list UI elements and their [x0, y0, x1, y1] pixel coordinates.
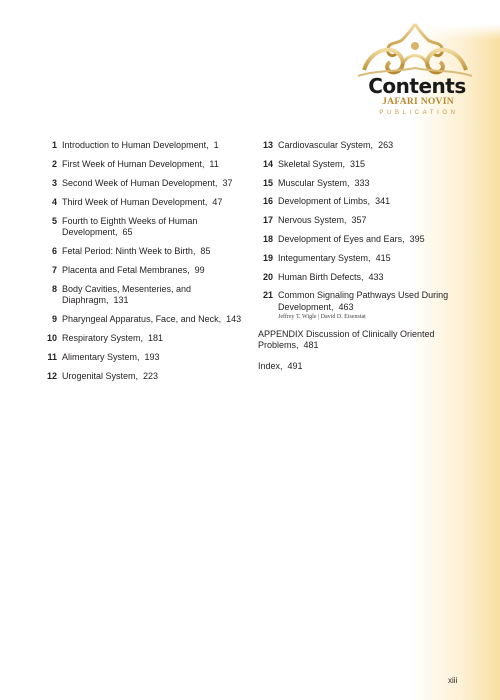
chapter-page: 11 [209, 158, 219, 169]
index-page: 491 [287, 360, 303, 371]
toc-appendix-entry[interactable] [258, 329, 478, 352]
chapter-number: 10 [46, 333, 57, 344]
chapter-title: Human Birth Defects, [278, 271, 364, 282]
chapter-page: 315 [350, 158, 366, 169]
toc-entry[interactable] [258, 178, 478, 190]
chapter-page: 193 [144, 351, 160, 362]
chapter-page: 463 [338, 301, 354, 312]
chapter-number: 5 [51, 215, 57, 226]
toc-entry[interactable] [42, 371, 252, 383]
chapter-page: 181 [148, 333, 164, 344]
chapter-title: Introduction to Human Development, [62, 140, 209, 150]
appendix-page: 481 [303, 340, 319, 351]
chapter-number: 17 [262, 215, 273, 226]
toc-entry[interactable] [42, 197, 252, 209]
chapter-page: 37 [222, 177, 233, 188]
chapter-page: 433 [368, 271, 384, 282]
chapter-title: Nervous System, [278, 215, 347, 226]
toc-right-column [258, 140, 478, 381]
toc-entry[interactable] [258, 272, 478, 284]
chapter-title: Alimentary System, [62, 351, 140, 362]
toc-entry[interactable] [258, 140, 478, 152]
chapter-number: 1 [51, 140, 57, 150]
chapter-number: 21 [262, 290, 273, 301]
chapter-title: Urogenital System, [62, 370, 139, 381]
index-title: Index, [258, 360, 283, 371]
toc-left-column [42, 140, 252, 390]
toc-entry[interactable] [42, 314, 252, 326]
toc-entry[interactable] [42, 159, 252, 171]
toc-entry[interactable] [258, 290, 478, 321]
chapter-title: Body Cavities, Mesenteries, and Diaphragm, [62, 283, 192, 306]
chapter-title: Integumentary System, [278, 252, 371, 263]
chapter-number: 4 [51, 196, 57, 207]
toc-entry[interactable] [42, 246, 252, 258]
chapter-number: 9 [51, 314, 57, 325]
chapter-page: 85 [200, 245, 211, 256]
chapter-title: Third Week of Human Development, [62, 196, 208, 207]
toc-entry[interactable] [258, 234, 478, 246]
toc-entry[interactable] [42, 352, 252, 364]
chapter-page: 333 [354, 177, 370, 188]
chapter-number: 18 [262, 233, 273, 244]
toc-entry[interactable] [42, 178, 252, 190]
chapter-number: 7 [51, 264, 57, 275]
chapter-page: 395 [409, 233, 425, 244]
chapter-page: 99 [194, 264, 205, 275]
chapter-number: 12 [46, 370, 57, 381]
chapter-page: 415 [375, 252, 391, 263]
chapter-title: Development of Eyes and Ears, [278, 233, 405, 244]
chapter-page: 47 [212, 196, 223, 207]
toc-entry[interactable] [258, 196, 478, 208]
chapter-title: Cardiovascular System, [278, 140, 374, 150]
publisher-name: JAFARI NOVIN [382, 97, 454, 107]
contents-title: Contents [368, 74, 466, 98]
chapter-page: 357 [351, 215, 367, 226]
chapter-title: Respiratory System, [62, 333, 144, 344]
chapter-number: 15 [262, 177, 273, 188]
chapter-number: 14 [262, 158, 273, 169]
publisher-subtitle: PUBLICATION [379, 110, 459, 116]
chapter-number: 3 [51, 177, 57, 188]
chapter-page: 143 [226, 314, 242, 325]
toc-entry[interactable] [42, 265, 252, 277]
chapter-number: 2 [51, 158, 57, 169]
toc-entry[interactable] [42, 284, 252, 307]
appendix-title: APPENDIX Discussion of Clinically Oriented Problems, [258, 328, 435, 351]
chapter-page: 131 [113, 295, 129, 306]
chapter-authors: Jeffrey T. Wigle | David D. Eisenstat [278, 314, 366, 321]
contents-logo [356, 22, 474, 122]
chapter-number: 20 [262, 271, 273, 282]
toc-entry[interactable] [42, 333, 252, 345]
chapter-number: 19 [262, 252, 273, 263]
toc-entry[interactable] [258, 253, 478, 265]
chapter-page: 223 [143, 370, 159, 381]
chapter-page: 65 [122, 227, 133, 238]
chapter-title: Common Signaling Pathways Used During Development, [278, 290, 449, 312]
chapter-title: Development of Limbs, [278, 196, 371, 207]
chapter-number: 11 [47, 351, 57, 362]
toc-entry[interactable] [42, 216, 252, 239]
page-number: xiii [448, 676, 458, 685]
chapter-title: Placenta and Fetal Membranes, [62, 264, 190, 275]
chapter-title: Pharyngeal Apparatus, Face, and Neck, [62, 314, 222, 325]
chapter-number: 16 [262, 196, 273, 207]
toc-entry[interactable] [42, 140, 252, 152]
chapter-title: Fetal Period: Ninth Week to Birth, [62, 245, 196, 256]
toc-index-entry[interactable] [258, 361, 478, 373]
toc-entry[interactable] [258, 159, 478, 171]
chapter-title: First Week of Human Development, [62, 158, 205, 169]
chapter-title: Fourth to Eighth Weeks of Human Development, [62, 215, 198, 238]
ornament-icon [356, 22, 474, 122]
chapter-page: 341 [375, 196, 391, 207]
chapter-page: 1 [213, 140, 219, 150]
chapter-title: Second Week of Human Development, [62, 177, 218, 188]
chapter-number: 8 [51, 283, 57, 294]
chapter-title: Muscular System, [278, 177, 350, 188]
chapter-title: Skeletal System, [278, 158, 346, 169]
chapter-number: 6 [51, 245, 57, 256]
chapter-page: 263 [378, 140, 394, 150]
toc-entry[interactable] [258, 215, 478, 227]
chapter-number: 13 [262, 140, 273, 150]
